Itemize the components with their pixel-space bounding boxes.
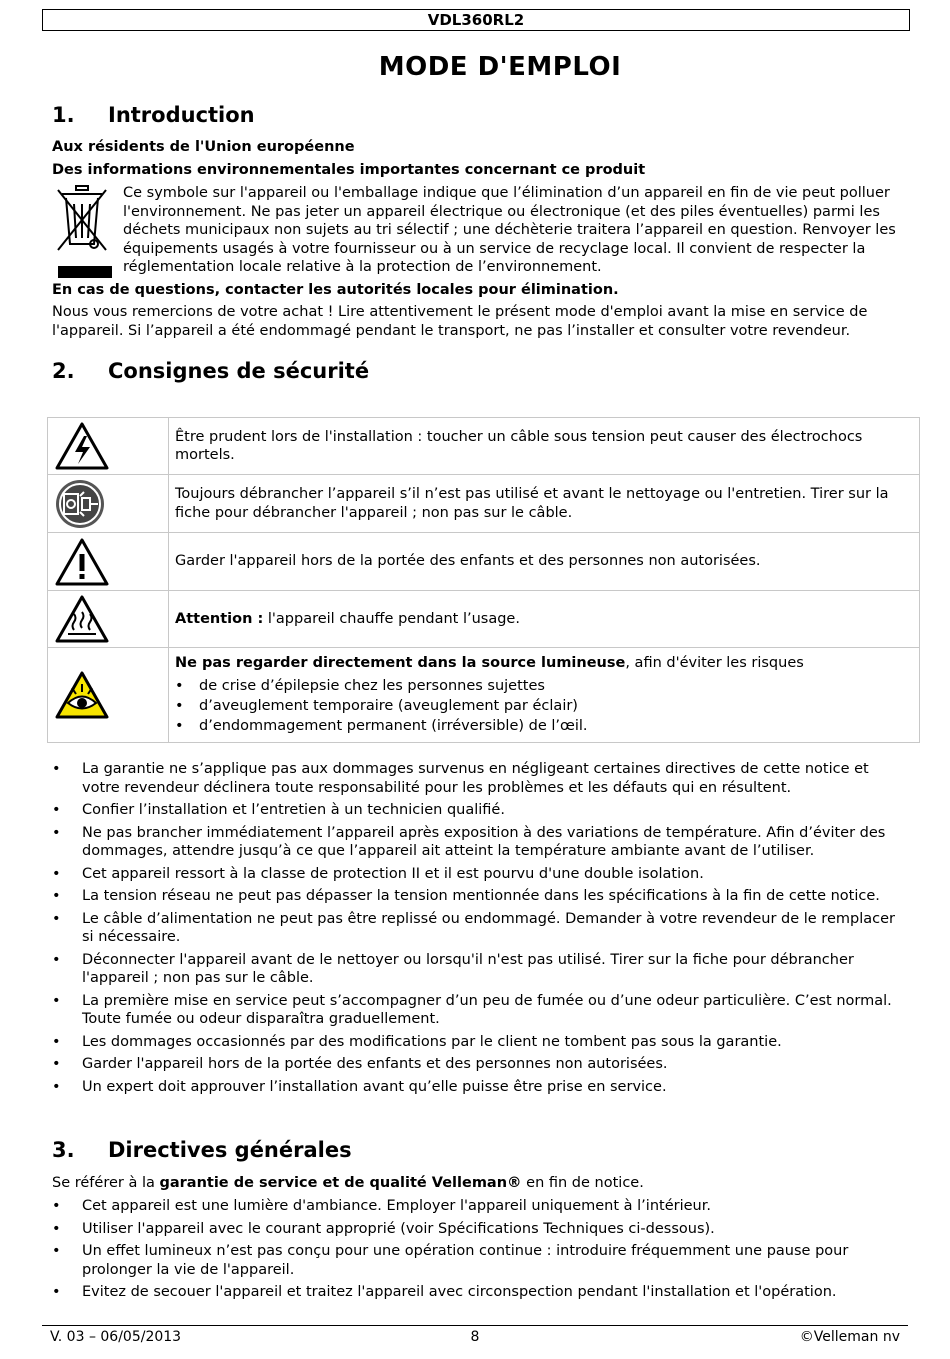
intro-text-end: en fin de notice. [521, 1175, 644, 1191]
safety-text [169, 648, 920, 743]
list-item: • Un expert doit approuver l’installation avant qu’elle puisse être prise en service. [52, 1078, 900, 1097]
safety-text-rest: l'appareil chauffe pendant l’usage. [263, 610, 520, 627]
safety-text: Toujours débrancher l’appareil s’il n’est pas utilisé et avant le nettoyage ou l'entretien. Tirer sur la fiche pour débrancher l'appareil ; non pas sur le câble. [169, 475, 920, 533]
intro-bold: garantie de service et de qualité Velleman® [159, 1175, 522, 1191]
safety-text-rest: , afin d'éviter les risques [625, 655, 804, 671]
list-item: • La première mise en service peut s’accompagner d’un peu de fumée ou d’une odeur particulière. C’est normal. Toute fumée ou odeur disparaîtra graduellement. [52, 992, 900, 1029]
safety-text-bold: Attention : [175, 610, 264, 627]
environment-heading: Des informations environnementales importantes concernant ce produit [52, 162, 646, 178]
weee-paragraph: Ce symbole sur l'appareil ou l'emballage indique que l’élimination d’un appareil en fin de vie peut polluer l'environnement. Ne pas jeter un appareil électrique ou électronique (et des piles éventuelles) parmi les déchets municipaux non sujets au tri sélectif ; une déchèterie traitera l’appareil en question. Renvoyer les équipements usagés à votre fournisseur ou à un service de recyclage local. Il convient de respecter la réglementation locale relative à la protection de l’environnement. [123, 185, 896, 275]
section-3-heading [52, 1138, 352, 1162]
weee-bin-icon [56, 184, 112, 284]
questions-note: En cas de questions, contacter les autorités locales pour élimination. [52, 282, 619, 298]
safety-text [169, 591, 920, 648]
section-title: Consignes de sécurité [108, 359, 370, 383]
safety-row [48, 475, 920, 533]
section-number: 2. [52, 359, 75, 383]
eu-residents-heading: Aux résidents de l'Union européenne [52, 139, 355, 155]
section-1-heading [52, 103, 255, 127]
list-item: • Les dommages occasionnés par des modifications par le client ne tombent pas sous la garantie. [52, 1033, 900, 1052]
risk-list [175, 676, 913, 736]
page-number: 8 [470, 1329, 480, 1345]
list-item: • d’aveuglement temporaire (aveuglement par éclair) [175, 696, 913, 716]
safety-text-bold: Ne pas regarder directement dans la source lumineuse [175, 655, 626, 671]
unplug-icon [48, 478, 168, 530]
section-number: 3. [52, 1138, 75, 1162]
list-item: • La tension réseau ne peut pas dépasser la tension mentionnée dans les spécifications à la fin de cette notice. [52, 887, 900, 906]
section-title: Directives générales [108, 1138, 352, 1162]
list-item: • d’endommagement permanent (irréversible) de l’œil. [175, 716, 913, 736]
hot-surface-icon [48, 594, 168, 644]
safety-row [48, 418, 920, 475]
list-item: • Un effet lumineux n’est pas conçu pour une opération continue : introduire fréquemment une pause pour prolonger la vie de l'appareil. [52, 1242, 900, 1279]
safety-row [48, 591, 920, 648]
intro-text: Se référer à la [52, 1175, 160, 1191]
thanks-paragraph: Nous vous remercions de votre achat ! Lire attentivement le présent mode d'emploi avant la mise en service de l'appareil. Si l’appareil a été endommagé pendant le transport, ne pas l’installer et consulter votre revendeur. [52, 304, 868, 339]
copyright: ©Velleman nv [799, 1329, 900, 1345]
list-item: • Cet appareil ressort à la classe de protection II et il est pourvu d'une double isolation. [52, 865, 900, 884]
document-title: MODE D'EMPLOI [378, 52, 622, 82]
eye-warning-icon [48, 670, 168, 720]
safety-text: Garder l'appareil hors de la portée des enfants et des personnes non autorisées. [169, 533, 920, 591]
list-item: • Confier l’installation et l’entretien à un technicien qualifié. [52, 801, 900, 820]
page-header: VDL360RL2 [42, 9, 910, 31]
list-item: • Déconnecter l'appareil avant de le nettoyer ou lorsqu'il n'est pas utilisé. Tirer sur la fiche pour débrancher l'appareil ; non pas sur le câble. [52, 951, 900, 988]
general-guidelines-list [52, 1197, 900, 1306]
list-item: • de crise d’épilepsie chez les personnes sujettes [175, 676, 913, 696]
section-title: Introduction [108, 103, 255, 127]
list-item: • Cet appareil est une lumière d'ambiance. Employer l'appareil uniquement à l’intérieur. [52, 1197, 900, 1216]
list-item: • Evitez de secouer l'appareil et traitez l'appareil avec circonspection pendant l'installation et l'opération. [52, 1283, 900, 1302]
warranty-reference [52, 1174, 902, 1193]
safety-row [48, 533, 920, 591]
list-item: • Garder l'appareil hors de la portée des enfants et des personnes non autorisées. [52, 1055, 900, 1074]
list-item: • Utiliser l'appareil avec le courant approprié (voir Spécifications Techniques ci-dessous). [52, 1220, 900, 1239]
safety-table [47, 417, 920, 743]
safety-bullet-list [52, 760, 900, 1100]
page-footer [42, 1325, 908, 1346]
version-date: V. 03 – 06/05/2013 [50, 1329, 182, 1345]
warning-icon [48, 537, 168, 587]
list-item: • Le câble d’alimentation ne peut pas être replissé ou endommagé. Demander à votre revendeur de le remplacer si nécessaire. [52, 910, 900, 947]
section-number: 1. [52, 103, 75, 127]
list-item: • La garantie ne s’applique pas aux dommages survenus en négligeant certaines directives de cette notice et votre revendeur déclinera toute responsabilité pour les problèmes et les défauts qui en résultent. [52, 760, 900, 797]
list-item: • Ne pas brancher immédiatement l’appareil après exposition à des variations de température. Afin d’éviter des dommages, attendre jusqu’à ce que l’appareil ait atteint la température ambiante avant de l’utiliser. [52, 824, 900, 861]
safety-text: Être prudent lors de l'installation : toucher un câble sous tension peut causer des électrochocs mortels. [169, 418, 920, 475]
safety-row [48, 648, 920, 743]
high-voltage-icon [48, 421, 168, 471]
section-2-heading [52, 359, 369, 383]
